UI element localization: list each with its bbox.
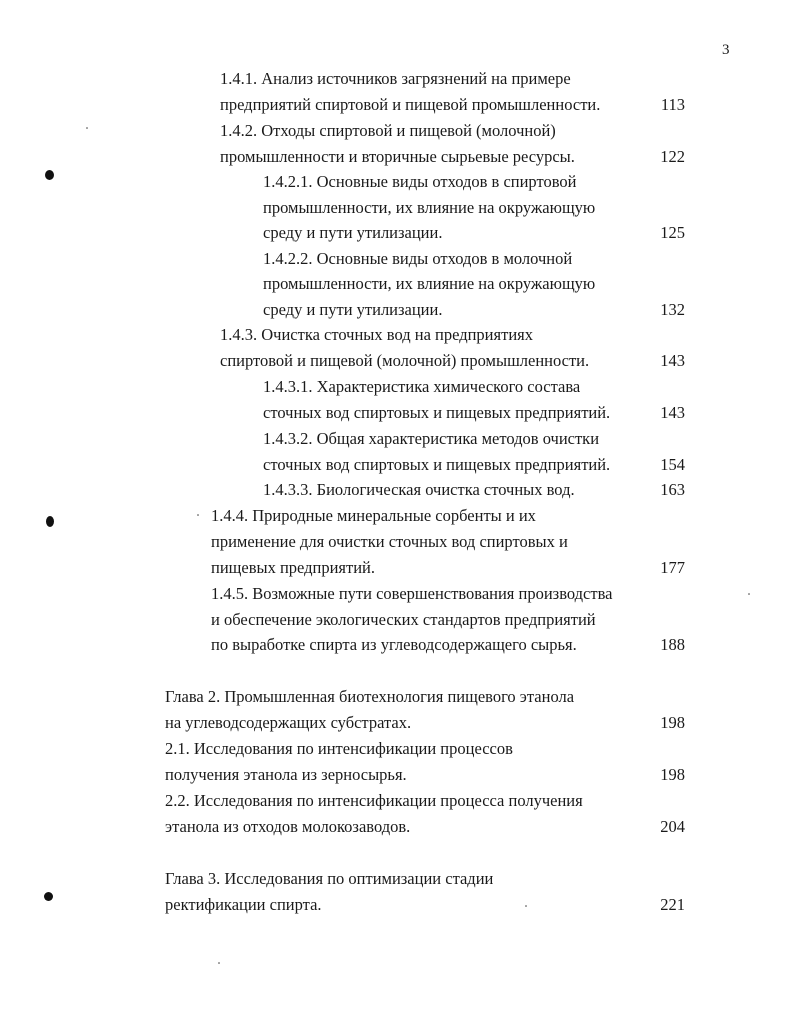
toc-entry-line: промышленности, их влияние на окружающую — [263, 198, 596, 217]
toc-entry-line: 1.4.2. Отходы спиртовой и пищевой (молочной) — [220, 121, 556, 140]
toc-chapter-line: Глава 3. Исследования по оптимизации стадии — [165, 869, 494, 888]
toc-entry-line: 1.4.5. Возможные пути совершенствования производства — [211, 584, 613, 603]
toc-entry-line: 1.4.1. Анализ источников загрязнений на примере — [220, 69, 571, 88]
punch-hole-mark — [46, 516, 54, 527]
toc-entry-line: 1.4.3.2. Общая характеристика методов очистки — [263, 429, 600, 448]
toc-chapter-line: на углеводсодержащих субстратах. — [165, 713, 412, 732]
toc-entry-line: 1.4.2.2. Основные виды отходов в молочной — [263, 249, 573, 268]
toc-page-number: 132 — [660, 300, 685, 319]
page-number: 3 — [722, 42, 730, 58]
toc-page-number: 198 — [660, 713, 685, 732]
toc-chapter-line: ректификации спирта. — [165, 895, 322, 914]
toc-entry-line: получения этанола из зерносырья. — [165, 765, 407, 784]
toc-page-number: 143 — [660, 403, 685, 422]
toc-entry-line: среду и пути утилизации. — [263, 223, 443, 242]
toc-page-number: 143 — [660, 351, 685, 370]
toc-entry-line: промышленности, их влияние на окружающую — [263, 274, 596, 293]
toc-page-number: 177 — [660, 558, 685, 577]
scan-speck — [525, 905, 527, 907]
scan-speck — [86, 127, 88, 129]
toc-entry-line: предприятий спиртовой и пищевой промышленности. — [220, 95, 601, 114]
scan-speck — [197, 514, 199, 516]
toc-entry-line: 1.4.3.3. Биологическая очистка сточных вод. — [263, 480, 575, 499]
toc-entry-line: 1.4.4. Природные минеральные сорбенты и их — [211, 506, 536, 525]
toc-page-number: 125 — [660, 223, 685, 242]
toc-entry-line: 1.4.3.1. Характеристика химического состава — [263, 377, 581, 396]
toc-chapter-line: Глава 2. Промышленная биотехнология пищевого этанола — [165, 687, 575, 706]
toc-entry-line: промышленности и вторичные сырьевые ресурсы. — [220, 147, 575, 166]
toc-entry-line: и обеспечение экологических стандартов предприятий — [211, 610, 596, 629]
punch-hole-mark — [45, 170, 54, 180]
toc-entry-line: спиртовой и пищевой (молочной) промышленности. — [220, 351, 590, 370]
toc-page-number: 113 — [660, 95, 685, 114]
scan-speck — [748, 593, 750, 595]
toc-entry-line: 1.4.2.1. Основные виды отходов в спиртовой — [263, 172, 577, 191]
toc-entry-line: 1.4.3. Очистка сточных вод на предприятиях — [220, 325, 533, 344]
toc-page-number: 154 — [660, 455, 685, 474]
toc-entry-line: пищевых предприятий. — [211, 558, 376, 577]
toc-page-number: 198 — [660, 765, 685, 784]
toc-page-number: 122 — [660, 147, 685, 166]
punch-hole-mark — [44, 892, 53, 901]
toc-entry-line: 2.2. Исследования по интенсификации процесса получения — [165, 791, 583, 810]
toc-entry-line: применение для очистки сточных вод спиртовых и — [211, 532, 568, 551]
toc-entry-line: сточных вод спиртовых и пищевых предприятий. — [263, 455, 611, 474]
toc-page-number: 204 — [660, 817, 685, 836]
toc-entry-line: 2.1. Исследования по интенсификации процессов — [165, 739, 513, 758]
toc-entry-line: по выработке спирта из углеводсодержащего сырья. — [211, 635, 577, 654]
toc-page-number: 163 — [660, 480, 685, 499]
toc-entry-line: сточных вод спиртовых и пищевых предприятий. — [263, 403, 611, 422]
toc-entry-line: среду и пути утилизации. — [263, 300, 443, 319]
toc-page-number: 188 — [660, 635, 685, 654]
toc-entry-line: этанола из отходов молокозаводов. — [165, 817, 411, 836]
toc-page-number: 221 — [660, 895, 685, 914]
scan-speck — [218, 962, 220, 964]
